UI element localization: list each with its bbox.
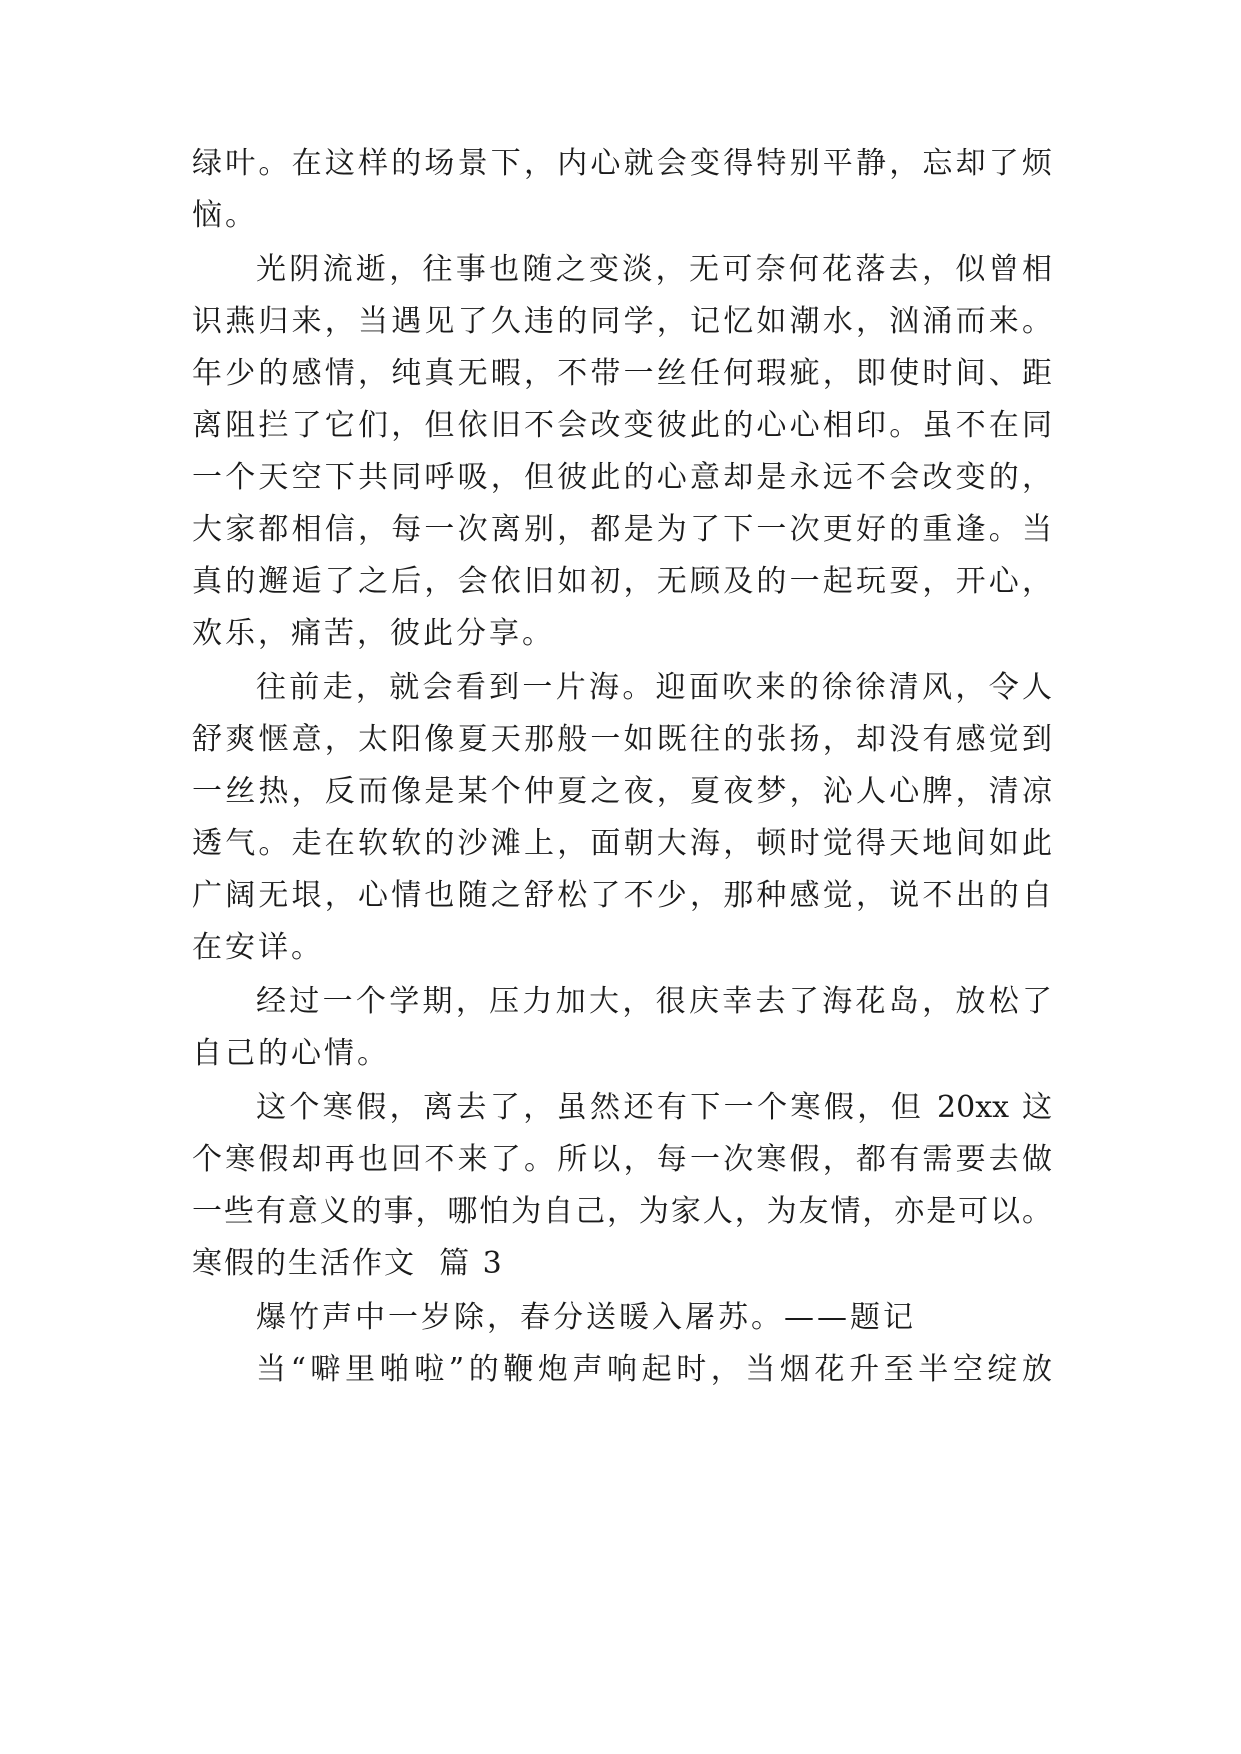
text-line: 真的邂逅了之后，会依旧如初，无顾及的一起玩耍，开心， [192,564,1052,599]
text-line: 欢乐，痛苦，彼此分享。 [192,616,555,651]
epigraph: 爆竹声中一岁除，春分送暖入屠苏。——题记 [256,1300,916,1335]
text-line: 透气。走在软软的沙滩上，面朝大海，顿时觉得天地间如此 [192,826,1052,861]
text-line: 在安详。 [192,930,324,965]
text-line: 大家都相信，每一次离别，都是为了下一次更好的重逢。当 [192,512,1052,547]
paragraph-first-line: 经过一个学期，压力加大，很庆幸去了海花岛，放松了 [256,984,1052,1019]
text-line: 恼。 [192,198,258,233]
text-line: 一丝热，反而像是某个仲夏之夜，夏夜梦，沁人心脾，清凉 [192,774,1052,809]
text-line: 一个天空下共同呼吸，但彼此的心意却是永远不会改变的， [192,460,1052,495]
paragraph-first-line: 这个寒假，离去了，虽然还有下一个寒假，但 20xx 这 [256,1090,1052,1125]
text-line: 离阻拦了它们，但依旧不会改变彼此的心心相印。虽不在同 [192,408,1052,443]
text-line: 绿叶。在这样的场景下，内心就会变得特别平静，忘却了烦 [192,146,1052,181]
text-line: 个寒假却再也回不来了。所以，每一次寒假，都有需要去做 [192,1142,1052,1177]
text-line: 广阔无垠，心情也随之舒松了不少，那种感觉，说不出的自 [192,878,1052,913]
text-line: 舒爽惬意，太阳像夏天那般一如既往的张扬，却没有感觉到 [192,722,1052,757]
text-line: 年少的感情，纯真无暇，不带一丝任何瑕疵，即使时间、距 [192,356,1052,391]
text-line: 自己的心情。 [192,1036,390,1071]
text-line: 识燕归来，当遇见了久违的同学，记忆如潮水，汹涌而来。 [192,304,1052,339]
paragraph-first-line: 当“噼里啪啦”的鞭炮声响起时，当烟花升至半空绽放 [256,1352,1052,1387]
paragraph-first-line: 往前走，就会看到一片海。迎面吹来的徐徐清风，令人 [256,670,1052,705]
paragraph-first-line: 光阴流逝，往事也随之变淡，无可奈何花落去，似曾相 [256,252,1052,287]
section-heading: 寒假的生活作文 篇 3 [192,1246,504,1281]
text-line: 一些有意义的事，哪怕为自己，为家人，为友情，亦是可以。 [192,1194,1052,1229]
